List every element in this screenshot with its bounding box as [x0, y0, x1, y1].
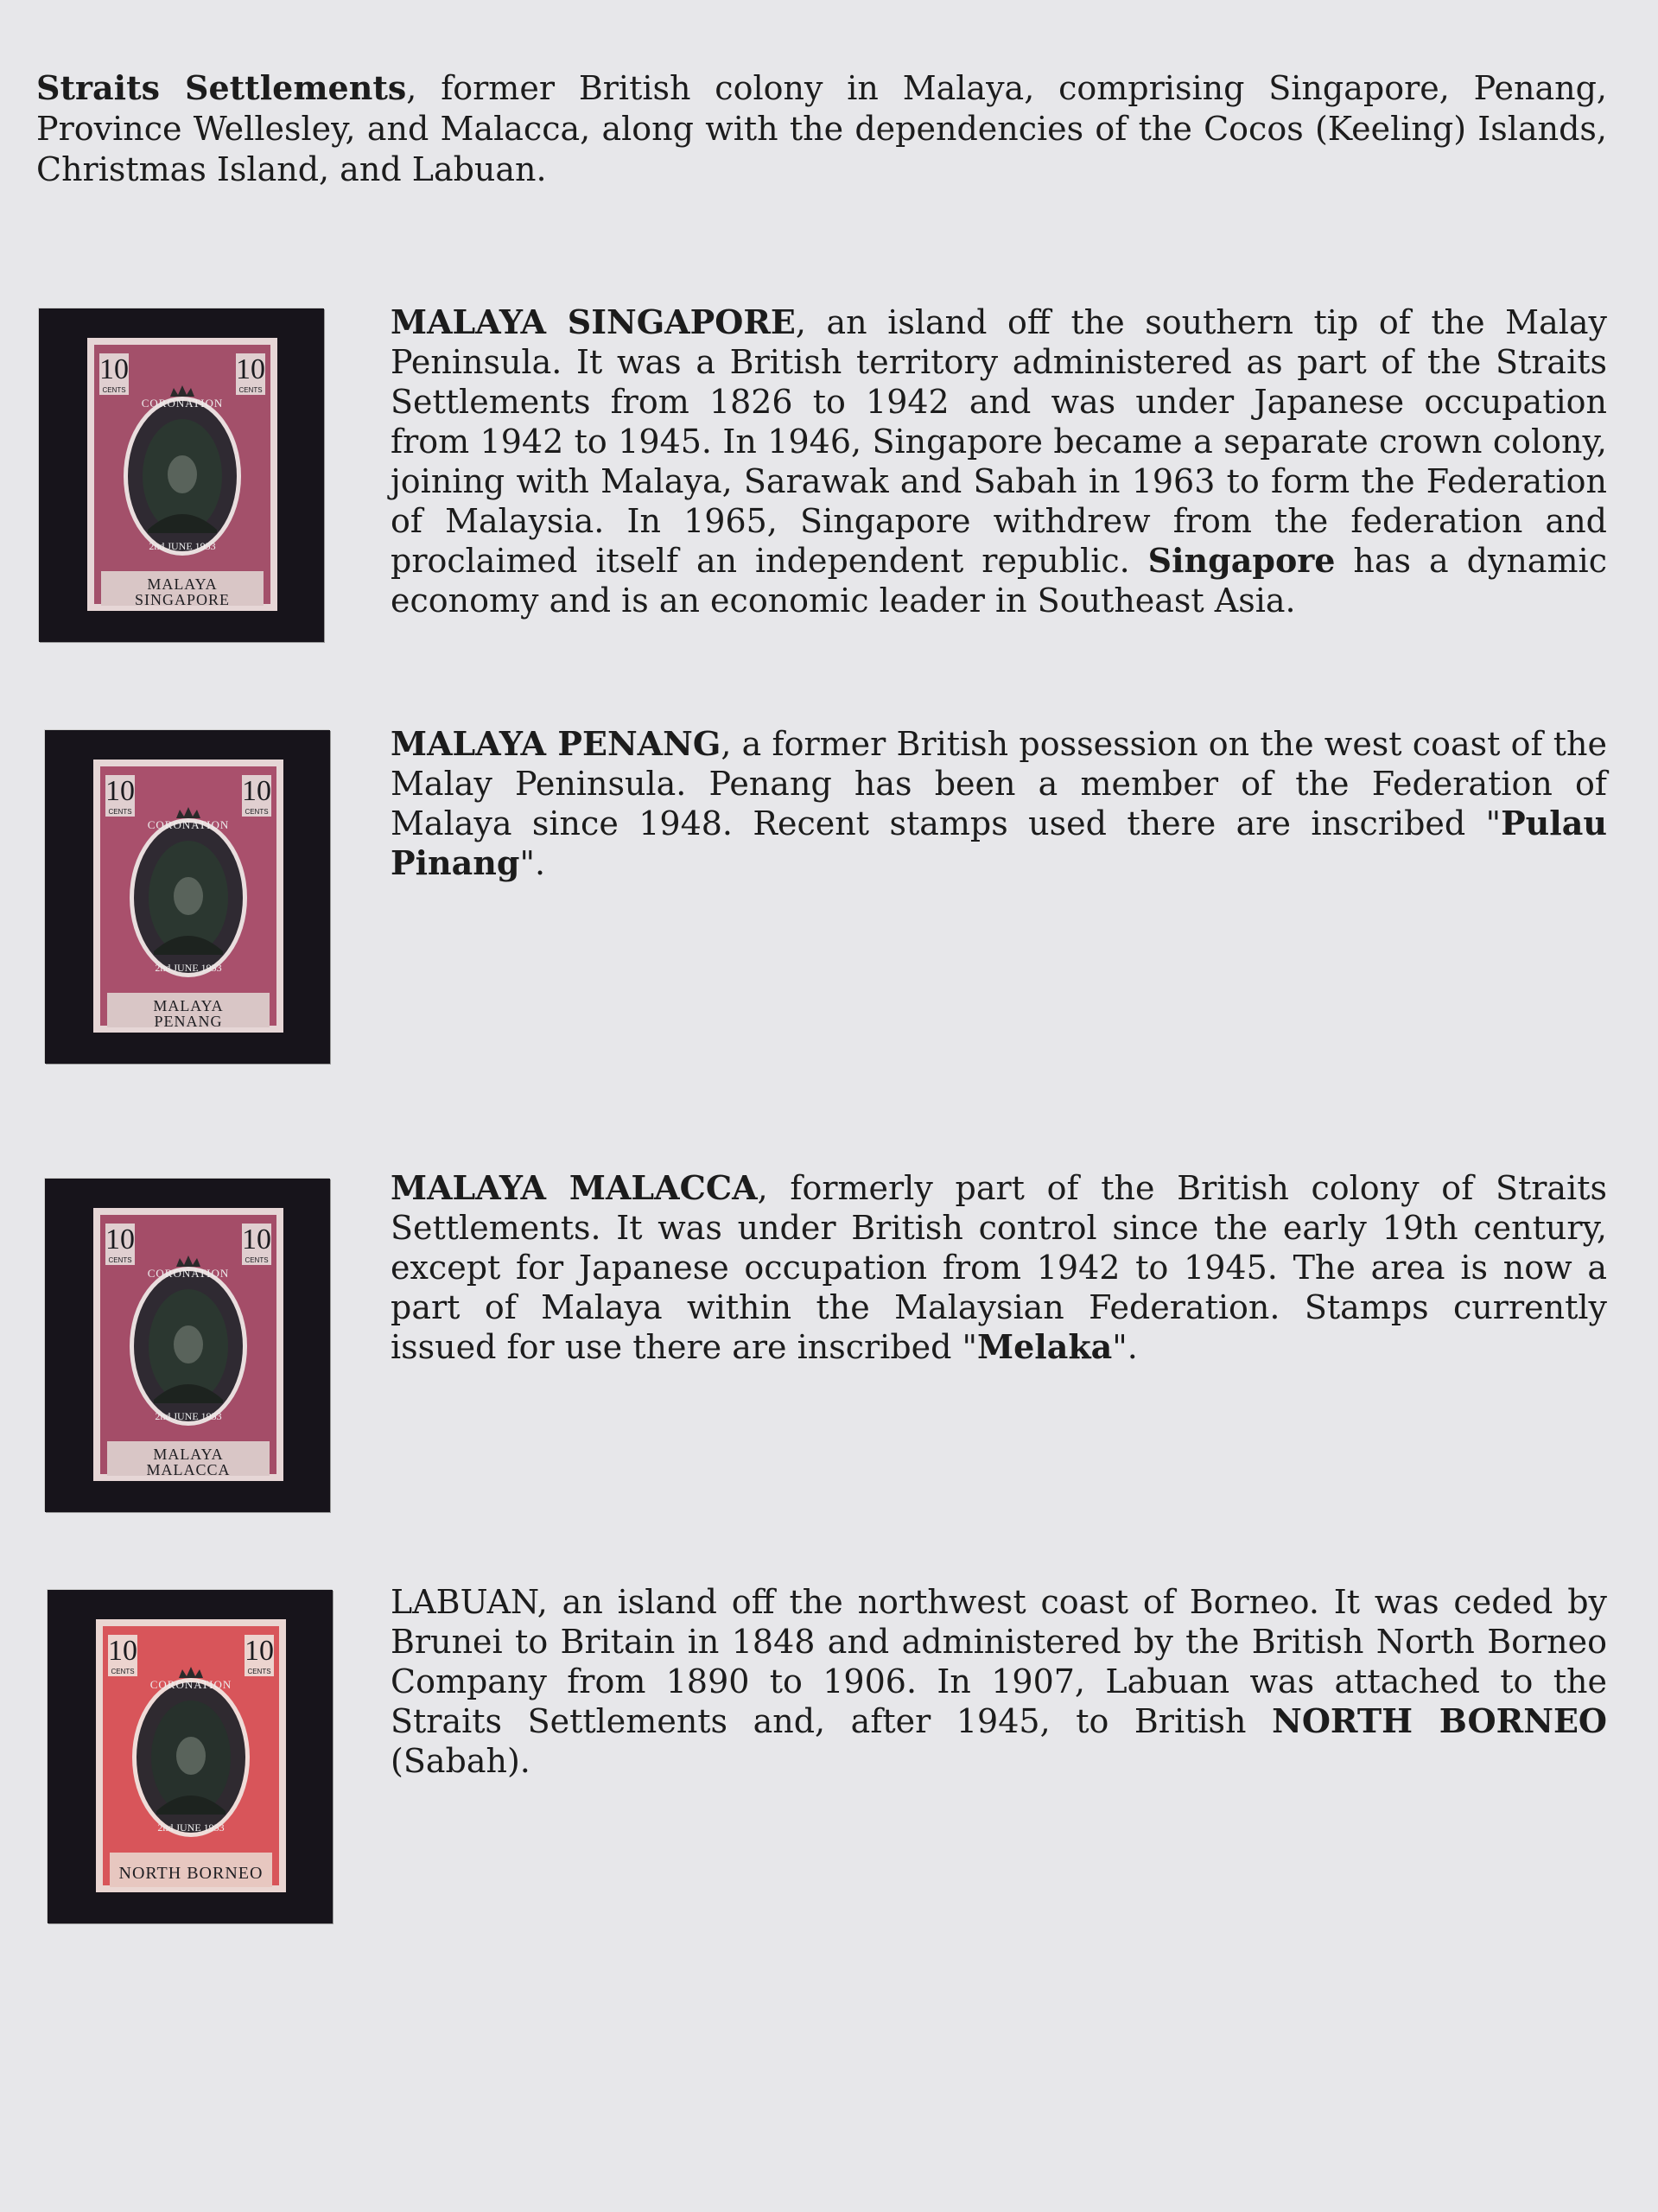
entry-malacca-text — [391, 1168, 1607, 1367]
intro-paragraph — [36, 67, 1607, 190]
stamp-malacca — [93, 1208, 283, 1481]
entry-singapore-text — [391, 302, 1607, 620]
stamp-cents-right: CENTS — [245, 808, 269, 816]
stamp-cents-right: CENTS — [245, 1256, 269, 1264]
entry-body-end: (Sabah). — [391, 1742, 530, 1780]
entry-body: , an island off the northwest coast of Borneo. It was ceded by Brunei to Britain in 1848 and administered by the British North Borneo Company from 1890 to 1906. In 1907, Labuan was attached to the Straits Settlements and, after 1945, to British — [391, 1583, 1607, 1740]
stamp-value-left: 10 — [99, 353, 129, 385]
stamp-portrait-face — [174, 877, 203, 915]
stamp-cents-left: CENTS — [108, 1256, 132, 1264]
stamp-date: 2nd JUNE 1953 — [155, 1410, 222, 1422]
stamp-cents-right: CENTS — [247, 1668, 271, 1675]
stamp-date: 2nd JUNE 1953 — [155, 962, 222, 974]
entry-bold-term: NORTH BORNEO — [1272, 1701, 1608, 1740]
stamp-date: 2nd JUNE 1953 — [149, 540, 216, 552]
stamp-cents-left: CENTS — [102, 386, 126, 394]
stamp-value-left: 10 — [105, 775, 135, 807]
intro-text: , former British colony in Malaya, comprising Singapore, Penang, Province Wellesley, and Malacca, along with the dependencies of the Cocos (Keeling) Islands, Christmas Island, and Labuan. — [36, 69, 1607, 188]
stamp-cents-right: CENTS — [238, 386, 263, 394]
stamp-value-right: 10 — [242, 775, 271, 807]
stamp-singapore — [87, 338, 277, 611]
stamp-value-left: 10 — [108, 1635, 137, 1667]
entry-title: MALAYA MALACCA — [391, 1168, 758, 1207]
entry-body: , formerly part of the British colony of Straits Settlements. It was under British control since the early 19th century, except for Japanese occupation from 1942 to 1945. The area is now a part of Malaya within the Malaysian Federation. Stamps currently issued for use there are inscribed " — [391, 1169, 1607, 1366]
entry-bold-term: Pulau Pinang — [391, 804, 1607, 882]
entry-body-end: ". — [519, 844, 546, 882]
stamp-mount-singapore — [39, 308, 324, 642]
stamp-cents-left: CENTS — [111, 1668, 135, 1675]
stamp-value-right: 10 — [245, 1635, 274, 1667]
entry-body: , a former British possession on the west coast of the Malay Peninsula. Penang has been a member of the Federation of Malaya since 1948. Recent stamps used there are inscribed " — [391, 725, 1607, 842]
stamp-portrait-face — [176, 1737, 206, 1775]
stamp-inscription: NORTH BORNEO — [118, 1864, 264, 1883]
entry-penang-text — [391, 724, 1607, 883]
entry-bold-term: Melaka — [977, 1327, 1113, 1366]
stamp-portrait-face — [168, 455, 197, 493]
stamp-cents-left: CENTS — [108, 808, 132, 816]
stamp-value-right: 10 — [236, 353, 265, 385]
stamp-inscription-line2: PENANG — [154, 1013, 223, 1030]
stamp-inscription-line1: MALAYA — [153, 1446, 224, 1463]
stamp-date: 2nd JUNE 1953 — [157, 1821, 225, 1834]
stamp-inscription-line1: MALAYA — [153, 997, 224, 1014]
stamp-mount-malacca — [45, 1179, 330, 1512]
stamp-inscription-line2: SINGAPORE — [134, 591, 230, 608]
stamp-portrait-face — [174, 1325, 203, 1363]
stamp-coronation: CORONATION — [147, 818, 230, 831]
entry-body-end: has a dynamic economy and is an economic leader in Southeast Asia. — [391, 542, 1607, 620]
entry-title: MALAYA SINGAPORE — [391, 302, 796, 341]
entry-title: LABUAN — [391, 1583, 537, 1621]
stamp-north-borneo — [96, 1619, 286, 1892]
stamp-coronation: CORONATION — [141, 397, 224, 410]
entry-body-end: ". — [1112, 1328, 1138, 1366]
entry-labuan-text — [391, 1582, 1607, 1781]
intro-heading: Straits Settlements — [36, 68, 407, 107]
entry-bold-term: Singapore — [1147, 541, 1336, 580]
stamp-coronation: CORONATION — [149, 1678, 232, 1691]
stamp-penang — [93, 760, 283, 1033]
entry-title: MALAYA PENANG — [391, 724, 721, 763]
entry-body: , an island off the southern tip of the Malay Peninsula. It was a British territory administered as part of the Straits Settlements from 1826 to 1942 and was under Japanese occupation from 1942 to 1945. In 1946, Singapore became a separate crown colony, joining with Malaya, Sarawak and Sabah in 1963 to form the Federation of Malaysia. In 1965, Singapore withdrew from the federation and proclaimed itself an independent republic. — [391, 303, 1607, 580]
stamp-inscription-line1: MALAYA — [147, 575, 218, 593]
stamp-value-left: 10 — [105, 1224, 135, 1255]
stamp-value-right: 10 — [242, 1224, 271, 1255]
stamp-mount-labuan — [48, 1590, 333, 1923]
stamp-mount-penang — [45, 730, 330, 1064]
stamp-coronation: CORONATION — [147, 1267, 230, 1280]
stamp-inscription-line2: MALACCA — [146, 1461, 231, 1478]
